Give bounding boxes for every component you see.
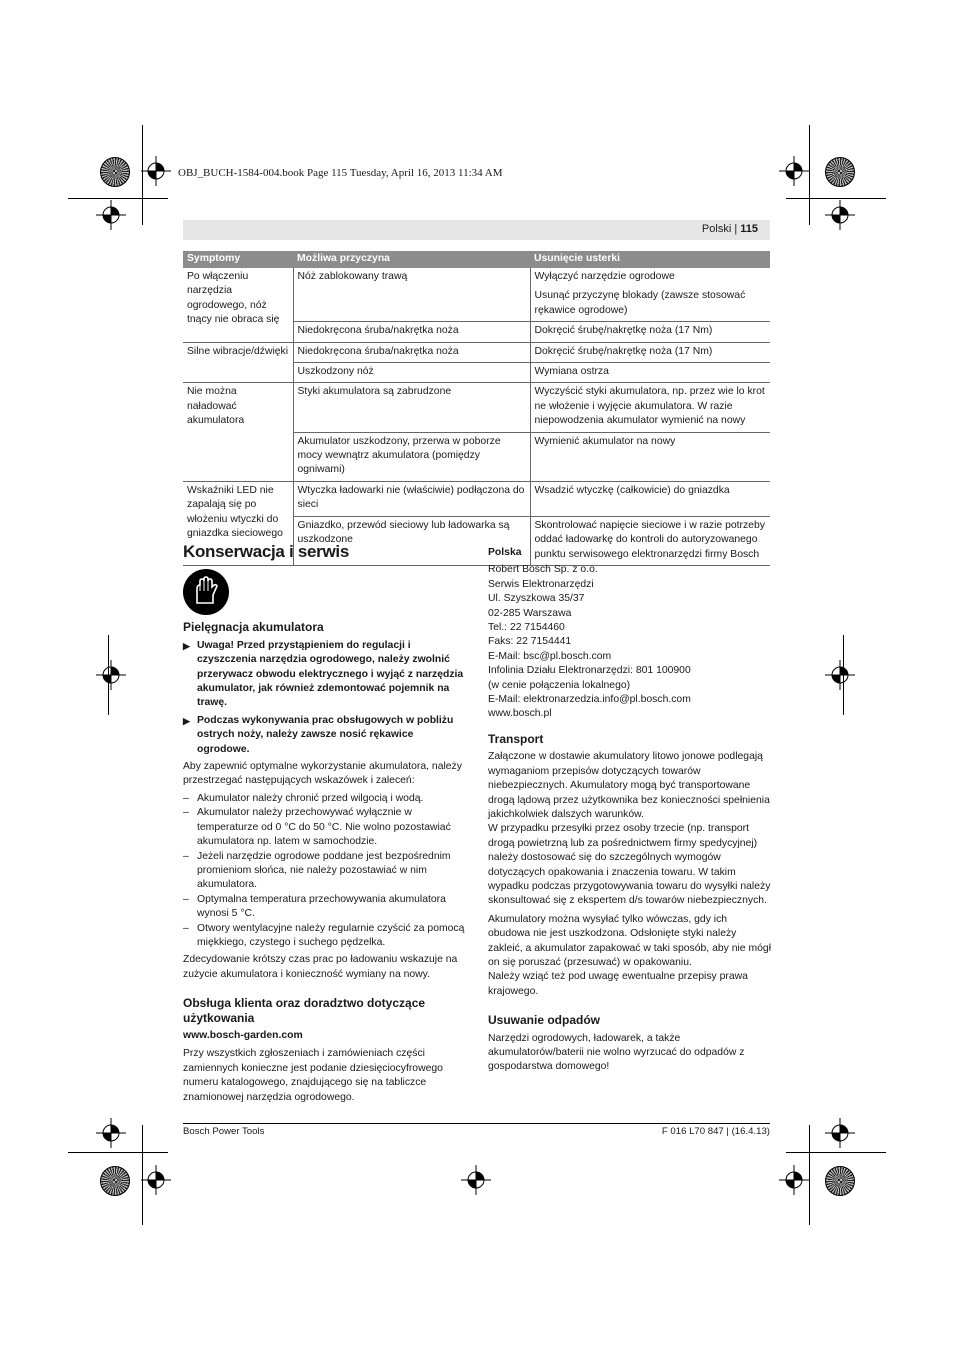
triangle-bullet-icon: ▶ <box>183 640 190 651</box>
list-item-text: Jeżeli narzędzie ogrodowe poddane jest bezpośrednim promieniom słońca, nie należy pozostawiać w nim akumulatora. <box>197 850 451 891</box>
warning-text: Uwaga! Przed przystąpieniem do regulacji i czyszczenia narzędzia ogrodowego, należy zwolnić przerywacz obwodu elektrycznego i wyjąć z narzędzia akumulator, jak również zdemontować pojemnik na trawę. <box>197 639 464 709</box>
address-line: Infolinia Działu Elektronarzędzi: 801 100900 <box>488 665 691 677</box>
disposal-text: Narzędzi ogrodowych, ładowarek, a także akumulatorów/baterii nie wolno wyrzucać do odpadów z gospodarstwa domowego! <box>488 1032 745 1073</box>
page-label: Polski | 115 <box>701 223 758 235</box>
list-item: – Akumulator należy przechowywać wyłącznie w temperaturze od 0 °C do 50 °C. Nie wolno pozostawiać akumulatora np. latem w samochodzie. <box>183 806 467 849</box>
transport-heading: Transport <box>488 731 544 746</box>
crop-line <box>108 635 109 715</box>
page-language: Polski <box>701 223 732 235</box>
right-column <box>488 546 771 1078</box>
crosshair-mark-icon <box>825 1118 855 1148</box>
crop-line <box>142 125 143 225</box>
table-header-cause: Możliwa przyczyna <box>293 251 530 268</box>
fix-cell: Wymiana ostrza <box>530 363 770 383</box>
fix-cell: Wyczyścić styki akumulatora, np. przez wie lo krot ne włożenie i wyjęcie akumulatora. W razie niepowodzenia akumulator wymienić na nowy <box>530 383 770 432</box>
service-url[interactable]: www.bosch-garden.com <box>183 1029 303 1041</box>
address-line: E-Mail: elektronarzedzia.info@pl.bosch.com <box>488 694 691 706</box>
page-number: 115 <box>740 223 758 235</box>
country-heading: Polska <box>488 547 522 558</box>
list-item-text: Akumulator należy chronić przed wilgocią i wodą. <box>197 792 424 804</box>
fix-cell: Dokręcić śrubę/nakrętkę noża (17 Nm) <box>530 322 770 342</box>
cause-cell: Nóż zablokowany trawą <box>293 268 530 322</box>
crosshair-mark-icon <box>825 200 855 230</box>
cause-cell: Wtyczka ładowarki nie (właściwie) podłączona do sieci <box>293 481 530 516</box>
address-line: Robert Bosch Sp. z o.o. <box>488 564 598 576</box>
table-row <box>183 342 770 362</box>
footer-left: Bosch Power Tools <box>183 1126 265 1137</box>
warning-text: Podczas wykonywania prac obsługowych w pobliżu ostrych noży, należy zawsze nosić rękawice ogrodowe. <box>197 714 454 755</box>
cause-cell: Niedokręcona śruba/nakrętka noża <box>293 322 530 342</box>
service-text: Przy wszystkich zgłoszeniach i zamówieniach części zamiennych konieczne jest podanie dziesięciocyfrowego numeru katalogowego, znajdującego się na tabliczce znamionowej narzędzia ogrodowego. <box>183 1048 443 1103</box>
crosshair-mark-icon <box>96 200 126 230</box>
warning-item <box>183 714 467 757</box>
cause-cell: Gniazdko, przewód sieciowy lub ładowarka są uszkodzone <box>293 516 530 565</box>
color-rosette-icon <box>825 157 855 187</box>
address-line: E-Mail: bsc@pl.bosch.com <box>488 650 612 662</box>
troubleshooting-table <box>183 251 770 566</box>
address-line: Serwis Elektronarzędzi <box>488 578 594 590</box>
battery-outro: Zdecydowanie krótszy czas prac po ładowaniu wskazuje na zużycie akumulatora i konieczność wymiany na nowy. <box>183 954 458 980</box>
footer-right: F 016 L70 847 | (16.4.13) <box>661 1126 770 1137</box>
footer-divider <box>183 1123 770 1124</box>
address-line: Faks: 22 7154441 <box>488 636 572 648</box>
disposal-heading: Usuwanie odpadów <box>488 1013 601 1028</box>
crop-line <box>142 1125 143 1225</box>
battery-intro: Aby zapewnić optymalne wykorzystanie akumulatora, należy przestrzegać następujących wskazówek i zaleceń: <box>183 761 462 787</box>
cause-cell: Uszkodzony nóż <box>293 363 530 383</box>
symptom-cell: Po włączeniu narzędzia ogrodowego, nóż tnący nie obraca się <box>187 271 280 326</box>
address-line: Ul. Szyszkowa 35/37 <box>488 593 585 605</box>
fix-cell: Skontrolować napięcie sieciowe i w razie potrzeby oddać ładowarkę do kontroli do autoryzowanego punktu serwisowego elektronarzędzi firmy Bosch <box>530 516 770 565</box>
gloves-icon <box>183 569 229 615</box>
address-block <box>488 563 771 721</box>
transport-p3: Akumulatory można wysyłać tylko wówczas, gdy ich obudowa nie jest uszkodzona. Odsłonięte styki należy zakleić, a akumulator zapakować w taki sposób, aby nie mógł on się poruszać (przesuwać) w opakowaniu. <box>488 913 771 968</box>
cause-cell: Niedokręcona śruba/nakrętka noża <box>293 342 530 362</box>
color-rosette-icon <box>825 1166 855 1196</box>
left-column <box>183 542 467 1108</box>
fix-cell: Wyłączyć narzędzie ogrodowe <box>530 268 770 287</box>
list-item: – Otwory wentylacyjne należy regularnie czyścić za pomocą miękkiego, czystego i suchego pędzelka. <box>183 922 467 951</box>
table-header-fix: Usunięcie usterki <box>530 251 770 268</box>
table-row <box>183 383 770 432</box>
list-item: – Akumulator należy chronić przed wilgocią i wodą. <box>183 792 467 806</box>
battery-care-heading: Pielęgnacja akumulatora <box>183 620 324 635</box>
crosshair-mark-icon <box>779 1165 809 1195</box>
fix-cell: Dokręcić śrubę/nakrętkę noża (17 Nm) <box>530 342 770 362</box>
crosshair-mark-icon <box>461 1165 491 1195</box>
address-line: www.bosch.pl <box>488 708 552 720</box>
fix-cell: Wsadzić wtyczkę (całkowicie) do gniazdka <box>530 481 770 516</box>
crop-line <box>809 1125 810 1225</box>
symptom-cell: Wskaźniki LED nie zapalają się po włożeniu wtyczki do gniazdka sieciowego <box>183 481 293 565</box>
crop-line <box>68 198 168 199</box>
color-rosette-icon <box>100 157 130 187</box>
fix-cell: Wymienić akumulator na nowy <box>530 432 770 481</box>
crosshair-mark-icon <box>96 1118 126 1148</box>
list-item-text: Optymalna temperatura przechowywania akumulatora wynosi 5 °C. <box>197 893 446 920</box>
symptom-cell: Nie można naładować akumulatora <box>183 383 293 481</box>
crosshair-mark-icon <box>141 156 171 186</box>
crop-line <box>786 198 886 199</box>
crosshair-mark-icon <box>141 1165 171 1195</box>
address-line: 02-285 Warszawa <box>488 607 572 619</box>
transport-p2: W przypadku przesyłki przez osoby trzecie (np. transport drogą powietrzną lub za pośrednictwem firmy spedycyjnej) należy dostosować się do szczególnych wymogów dotyczących opakowania i znaczenia towaru. W takim wypadku podczas przygotowywania towaru do wysyłki należy skonsultować się z ekspertem d/s towarów niebezpiecznych. <box>488 823 771 907</box>
table-row <box>183 481 770 516</box>
crop-line <box>786 1152 886 1153</box>
page-header-bar <box>183 220 770 240</box>
color-rosette-icon <box>100 1166 130 1196</box>
table-header-symptom: Symptomy <box>183 251 293 268</box>
cause-cell: Akumulator uszkodzony, przerwa w poborze mocy wewnątrz akumulatora (pomiędzy ogniwami) <box>293 432 530 481</box>
list-item-text: Akumulator należy przechowywać wyłącznie w temperaturze od 0 °C do 50 °C. Nie wolno pozostawiać akumulatora np. latem w samochodzie. <box>197 807 451 848</box>
crosshair-mark-icon <box>96 660 126 690</box>
transport-p4: Należy wziąć też pod uwagę ewentualne przepisy prawa krajowego. <box>488 971 748 997</box>
file-header: OBJ_BUCH-1584-004.book Page 115 Tuesday, April 16, 2013 11:34 AM <box>178 167 503 179</box>
transport-p1: Załączone w dostawie akumulatory litowo jonowe podlegają wymaganiom przepisów dotyczących towarów niebezpiecznych. Akumulatory mogą być transportowane drogą lądową przez użytkownika bez konieczności spełnienia jakichkolwiek dalszych warunków. <box>488 751 770 820</box>
service-heading: Obsługa klienta oraz doradztwo dotyczące użytkowania <box>183 996 426 1025</box>
list-item: – Optymalna temperatura przechowywania akumulatora wynosi 5 °C. <box>183 893 467 922</box>
table-row <box>183 268 770 287</box>
crop-line <box>843 635 844 715</box>
crop-line <box>809 125 810 225</box>
cause-cell: Styki akumulatora są zabrudzone <box>293 383 530 432</box>
address-line: (w cenie połączenia lokalnego) <box>488 679 631 691</box>
warning-item <box>183 639 467 711</box>
list-item: – Jeżeli narzędzie ogrodowe poddane jest bezpośrednim promieniom słońca, nie należy pozostawiać w nim akumulatora. <box>183 850 467 893</box>
crosshair-mark-icon <box>825 660 855 690</box>
triangle-bullet-icon: ▶ <box>183 715 190 726</box>
address-line: Tel.: 22 7154460 <box>488 622 565 634</box>
crosshair-mark-icon <box>779 156 809 186</box>
section-title: Konserwacja i serwis <box>183 542 349 561</box>
fix-cell: Usunąć przyczynę blokady (zawsze stosować rękawice ogrodowe) <box>530 287 770 321</box>
crop-line <box>68 1152 168 1153</box>
list-item-text: Otwory wentylacyjne należy regularnie czyścić za pomocą miękkiego, czystego i suchego pędzelka. <box>197 922 465 948</box>
symptom-cell: Silne wibracje/dźwięki <box>183 342 293 383</box>
